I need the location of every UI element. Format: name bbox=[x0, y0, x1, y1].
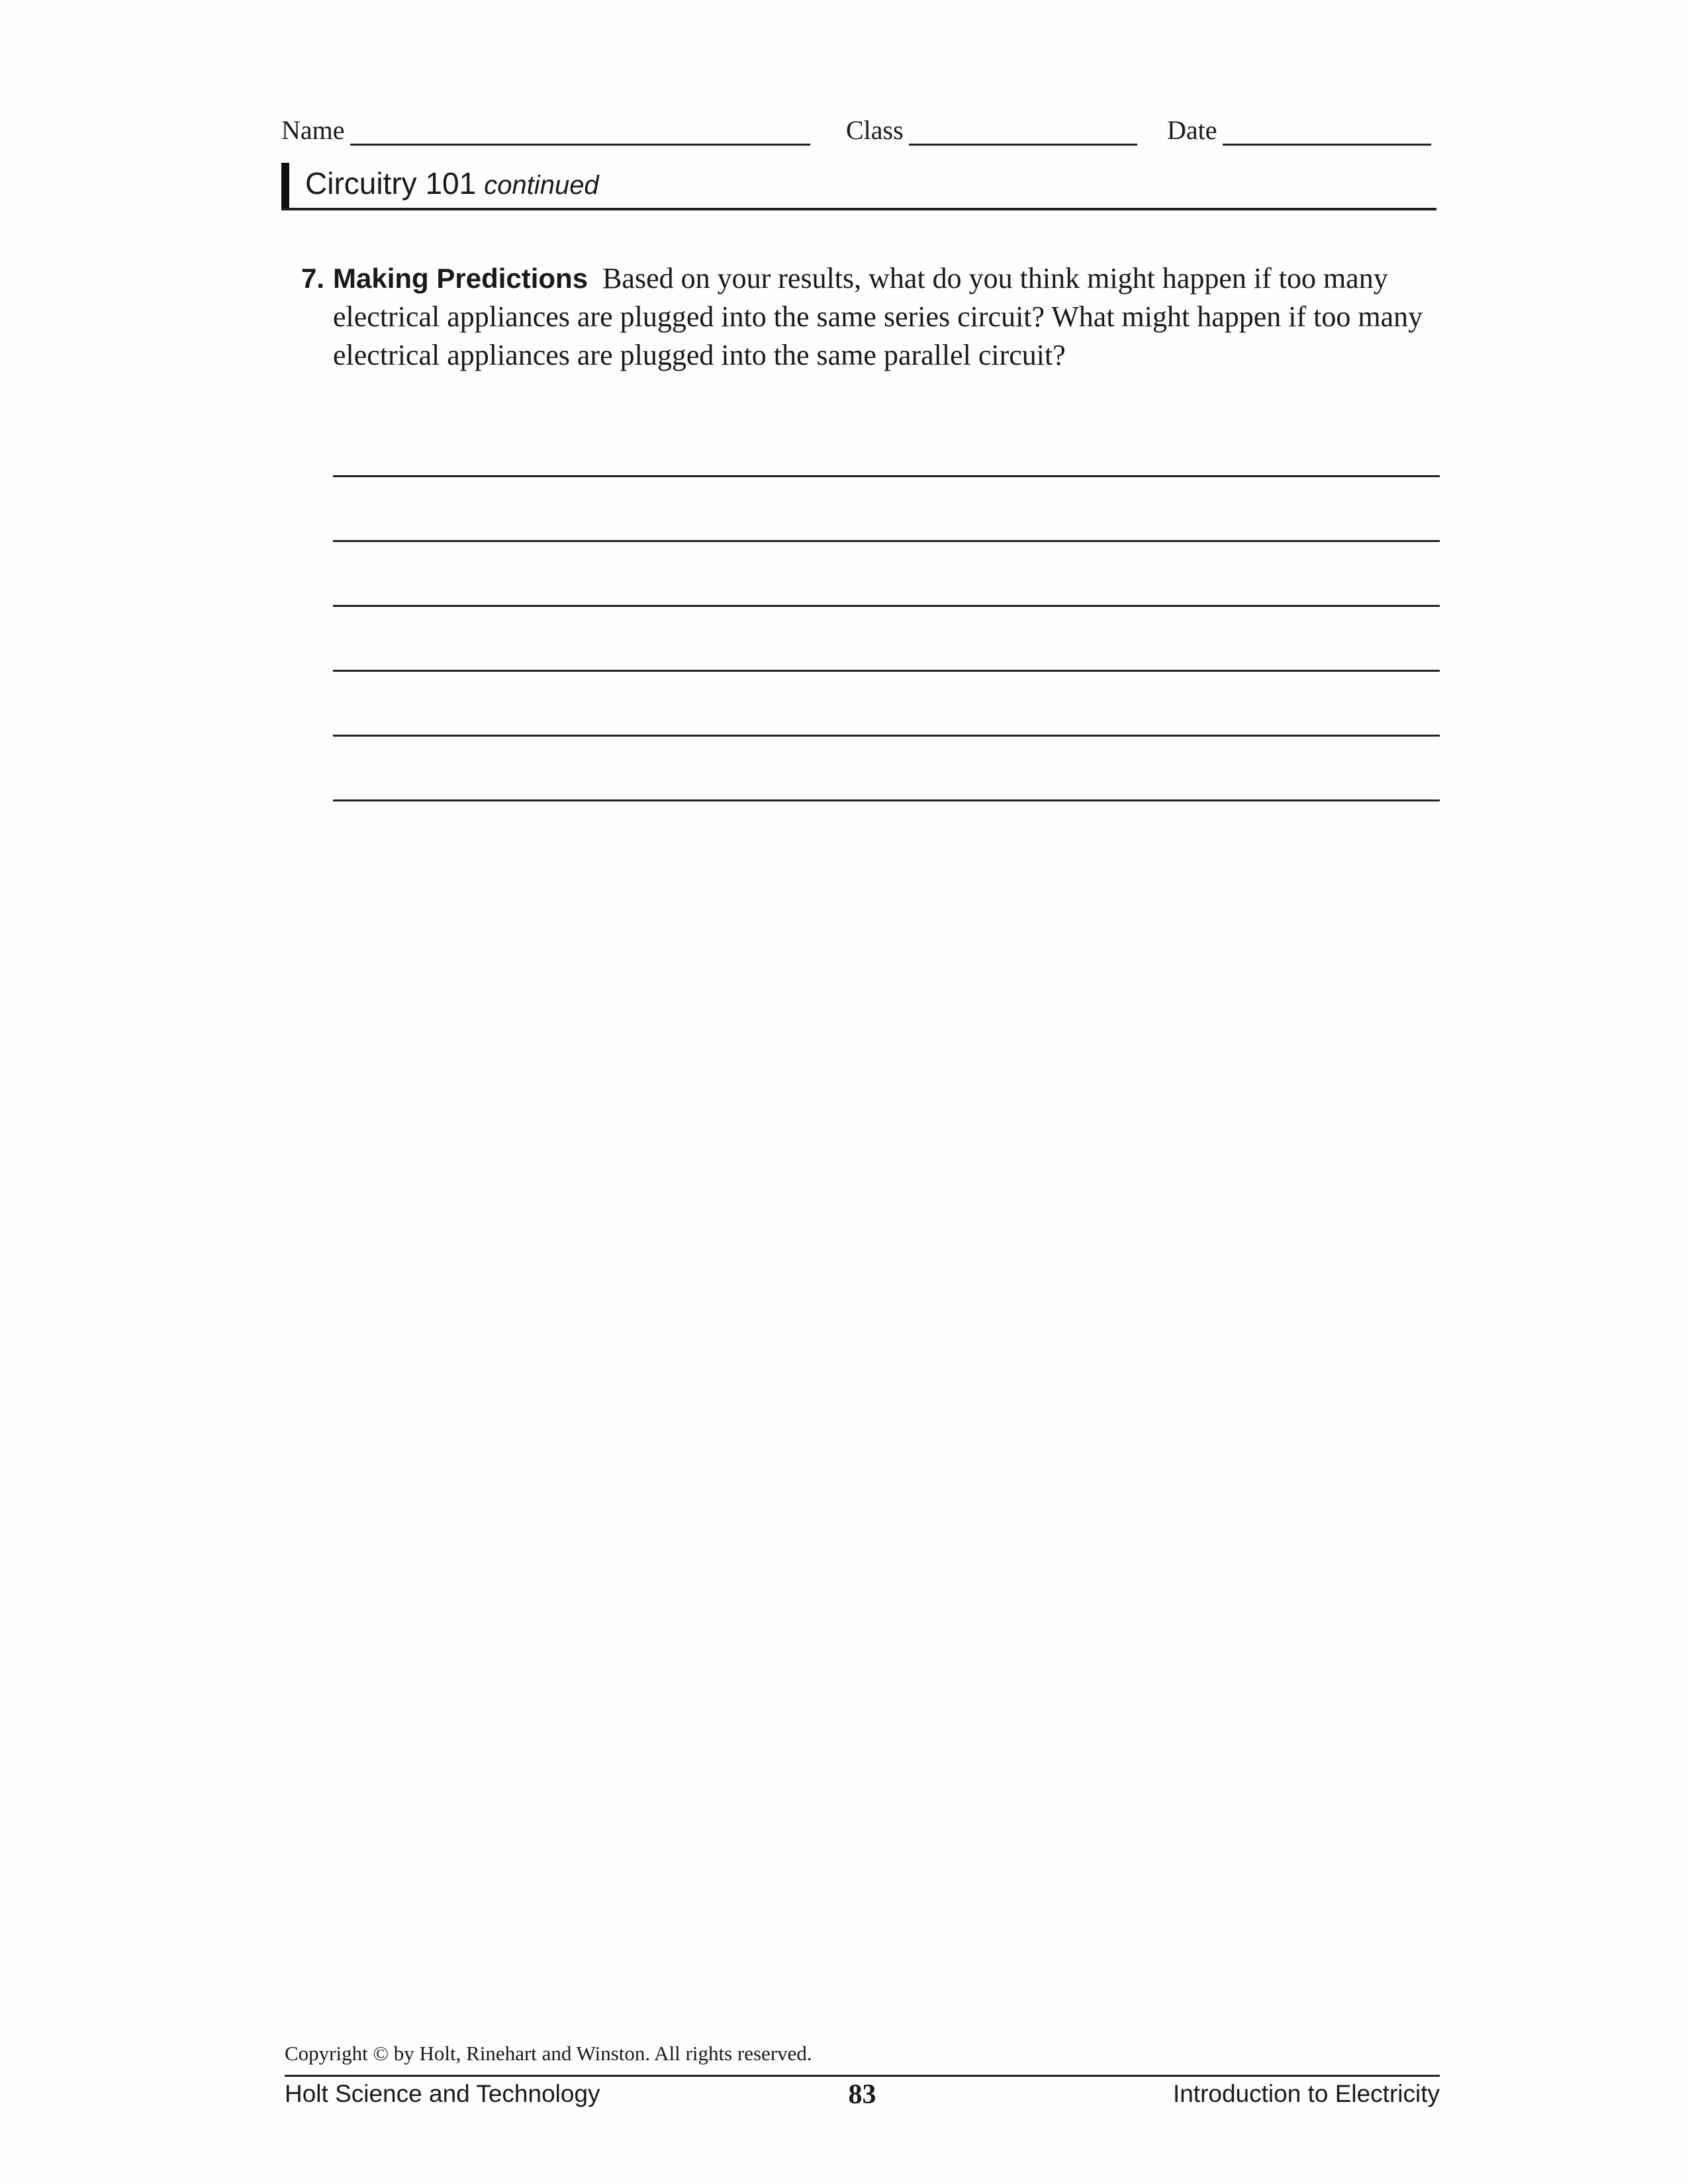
page-number: 83 bbox=[848, 2079, 876, 2110]
answer-line[interactable] bbox=[333, 605, 1440, 607]
class-field bbox=[846, 110, 1137, 146]
section-header bbox=[281, 163, 1436, 210]
name-blank[interactable] bbox=[350, 117, 810, 146]
footer-publisher: Holt Science and Technology bbox=[285, 2080, 600, 2107]
date-field bbox=[1167, 110, 1431, 146]
answer-line[interactable] bbox=[333, 540, 1440, 542]
question-body bbox=[333, 259, 1440, 375]
answer-line[interactable] bbox=[333, 735, 1440, 737]
section-marker-bar bbox=[281, 163, 289, 208]
question-text: Based on your results, what do you think might happen if too many electrical appliances are plugged into the same series circuit? What might happen if too many electrical appliances are plugged into the same parallel circuit? bbox=[333, 262, 1423, 371]
name-label: Name bbox=[281, 115, 345, 145]
answer-line[interactable] bbox=[333, 475, 1440, 477]
page-footer bbox=[285, 2080, 1440, 2113]
section-continued: continued bbox=[484, 171, 599, 200]
section-title bbox=[305, 165, 599, 201]
name-field bbox=[281, 110, 810, 146]
date-blank[interactable] bbox=[1223, 117, 1431, 146]
question-number: 7. bbox=[301, 263, 325, 294]
copyright-notice: Copyright © by Holt, Rinehart and Winston. All rights reserved. bbox=[285, 2042, 812, 2065]
question-7 bbox=[301, 259, 1440, 375]
footer-divider bbox=[285, 2075, 1440, 2077]
footer-book-title: Introduction to Electricity bbox=[1172, 2080, 1440, 2107]
question-skill: Making Predictions bbox=[333, 263, 588, 294]
date-label: Date bbox=[1167, 115, 1217, 145]
answer-line[interactable] bbox=[333, 670, 1440, 672]
section-title-text: Circuitry 101 bbox=[305, 166, 477, 201]
class-blank[interactable] bbox=[909, 117, 1137, 146]
class-label: Class bbox=[846, 115, 904, 145]
answer-line[interactable] bbox=[333, 799, 1440, 801]
